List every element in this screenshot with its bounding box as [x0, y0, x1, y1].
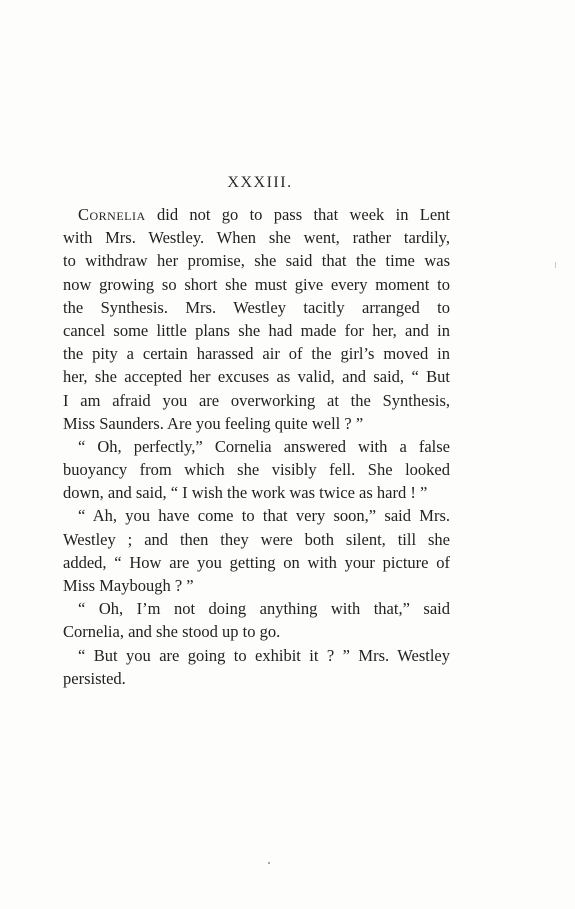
- text-line: Miss Saunders. Are you feeling quite well ? ”: [63, 413, 364, 433]
- text-line: now growing so short she must give every moment to: [63, 274, 450, 294]
- text-line: the pity a certain harassed air of the girl’s moved in: [63, 344, 450, 364]
- text-line: to withdraw her promise, she said that the time was: [63, 251, 450, 271]
- text-line: “ Ah, you have come to that very soon,” said Mrs.: [78, 506, 450, 526]
- line-text: did not go to pass that week in Lent: [145, 205, 450, 224]
- page-mark: [268, 862, 270, 864]
- text-line: added, “ How are you getting on with your picture of: [63, 552, 450, 572]
- text-line: Miss Maybough ? ”: [63, 576, 194, 595]
- text-line: I am afraid you are overworking at the Synthesis,: [63, 390, 450, 410]
- text-line: the Synthesis. Mrs. Westley tacitly arranged to: [63, 297, 450, 317]
- text-line: down, and said, “ I wish the work was twice as hard ! ”: [63, 483, 428, 503]
- text-line: “ Oh, perfectly,” Cornelia answered with a false: [78, 436, 450, 456]
- text-line: “ But you are going to exhibit it ? ” Mrs. Westley: [78, 645, 450, 665]
- text-line: buoyancy from which she visibly fell. She looked: [63, 460, 450, 480]
- margin-speck: [555, 262, 556, 268]
- chapter-text: [63, 203, 450, 690]
- text-line: cancel some little plans she had made for her, and in: [63, 320, 450, 340]
- text-line: persisted.: [63, 668, 126, 688]
- text-line: with Mrs. Westley. When she went, rather tardily,: [63, 228, 450, 248]
- text-line: Westley ; and then they were both silent, till she: [63, 529, 450, 549]
- text-line: “ Oh, I’m not doing anything with that,” said: [78, 599, 450, 619]
- text-line: Cornelia, and she stood up to go.: [63, 622, 281, 642]
- text-line: [63, 203, 450, 226]
- chapter-number: XXXIII.: [227, 174, 293, 191]
- opening-name: Cornelia: [78, 205, 146, 224]
- text-line: her, she accepted her excuses as valid, and said, “ But: [63, 367, 450, 387]
